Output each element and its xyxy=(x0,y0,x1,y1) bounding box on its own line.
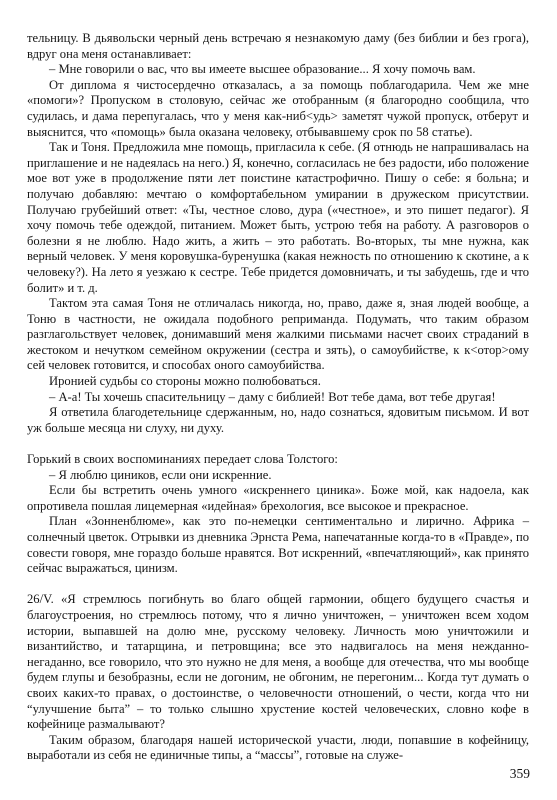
page-number: 359 xyxy=(509,766,530,781)
section-break xyxy=(27,436,529,452)
paragraph: – Я люблю циников, если они искренние. xyxy=(49,467,272,482)
paragraph: тельницу. В дьявольски черный день встречаю я незнакомую даму (без библии и без грога), вдруг она меня останавливает: xyxy=(27,31,529,61)
page-text xyxy=(27,31,529,764)
paragraph: Я ответила благодетельнице сдержанным, но, надо сознаться, ядовитым письмом. И вот уж больше месяца ни слуху, ни духу. xyxy=(27,405,529,435)
section-break xyxy=(27,577,529,593)
paragraph: Так и Тоня. Предложила мне помощь, пригласила к себе. (Я отнюдь не напрашивалась на приглашение и не надеялась на него.) Я, конечно, согласилась не без радости, ибо положение мое вот уже в продолжение пяти лет поистине катастрофично. Пишу о себе: я больна; и получаю добавляю: мечтаю о комфортабельном умирании в дружеском присутствии. Получаю грубейший ответ: «Ты, честное слово, дура («честное», и это пишет педагог). Я хочу помочь тебе одеждой, питанием. Может быть, устрою тебя на работу. А разговоров о болезни я не люблю. Надо жить, а жить – это работать. Во-вторых, ты мне нужна, как верный человек. У меня коровушка-буренушка (какая нежность по отношению к скотине, а к человеку?). На лето я уезжаю к сестре. Тебе придется домовничать, и ты забудешь, где и что болит» и т. д. xyxy=(27,140,529,295)
paragraph: Горький в своих воспоминаниях передает слова Толстого: xyxy=(27,452,338,467)
paragraph: – А-а! Ты хочешь спасительницу – даму с библией! Вот тебе дама, вот тебе другая! xyxy=(49,389,496,404)
paragraph: Если бы встретить очень умного «искреннего циника». Боже мой, как надоела, как опротивела пошлая лицемерная «идейная» брехология, все высокое и прекрасное. xyxy=(27,483,529,513)
paragraph: Таким образом, благодаря нашей исторической участи, люди, попавшие в кофейницу, выработали из себя не единичные типы, а “массы”, готовые на служе- xyxy=(27,732,529,763)
paragraph: 26/V. «Я стремлюсь погибнуть во благо общей гармонии, общего будущего счастья и благоустроения, но стремлюсь потому, что я лично уничтожен, – уничтожен всем ходом истории, выпавшей на долю мне, русскому человеку. Личность мою уничтожили и византийство, и татарщина, и петровщина; все это надвигалось на меня нежданно-негаданно, все говорило, что это нужно не для меня, а вообще для отечества, что мы вообще будем глупы и безобразны, если не догоним, не обгоним, не перегоним... Когда тут думать о своих каких-то правах, о достоинстве, о человечности отношений, о чести, когда что ни “улучшение быта” – то только слышно хрустение костей человеческих, словно кофе в кофейнице размалывают? xyxy=(27,592,529,732)
paragraph: Тактом эта самая Тоня не отличалась никогда, но, право, даже я, зная людей вообще, а Тоню в частности, не ожидала подобного реприманда. Подумать, что таким образом разглагольствует человек, донимавший меня жалкими письмами насчет своих страданий в жестоком и нечутком семейном окружении (сестра и зять), о самоубийстве, к к<отор>ому сей человек готовится, и способах оного самоубийства. xyxy=(27,296,529,373)
paragraph: Иронией судьбы со стороны можно полюбоваться. xyxy=(49,374,321,389)
paragraph: От диплома я чистосердечно отказалась, а за помощь поблагодарила. Чем же мне «помоги»? Пропуском в столовую, сейчас же отобранным (я благородно сообщила, что судилась, и дама перепугалась, что у меня как-ниб<удь> заметят чужой пропуск, отберут и выяснится, что «помощь» была оказана человеку, отбывавшему срок по 58 статье). xyxy=(27,77,529,139)
paragraph: – Мне говорили о вас, что вы имеете высшее образование... Я хочу помочь вам. xyxy=(49,62,476,77)
paragraph: План «Зонненблюме», как это по-немецки сентиментально и лирично. Африка – солнечный цветок. Отрывки из дневника Эрнста Рема, напечатанные когда-то в «Правде», по совести говоря, мне гораздо больше нравятся. Вот искренний, «впечатляющий», как принято сейчас выражаться, цинизм. xyxy=(27,514,529,576)
